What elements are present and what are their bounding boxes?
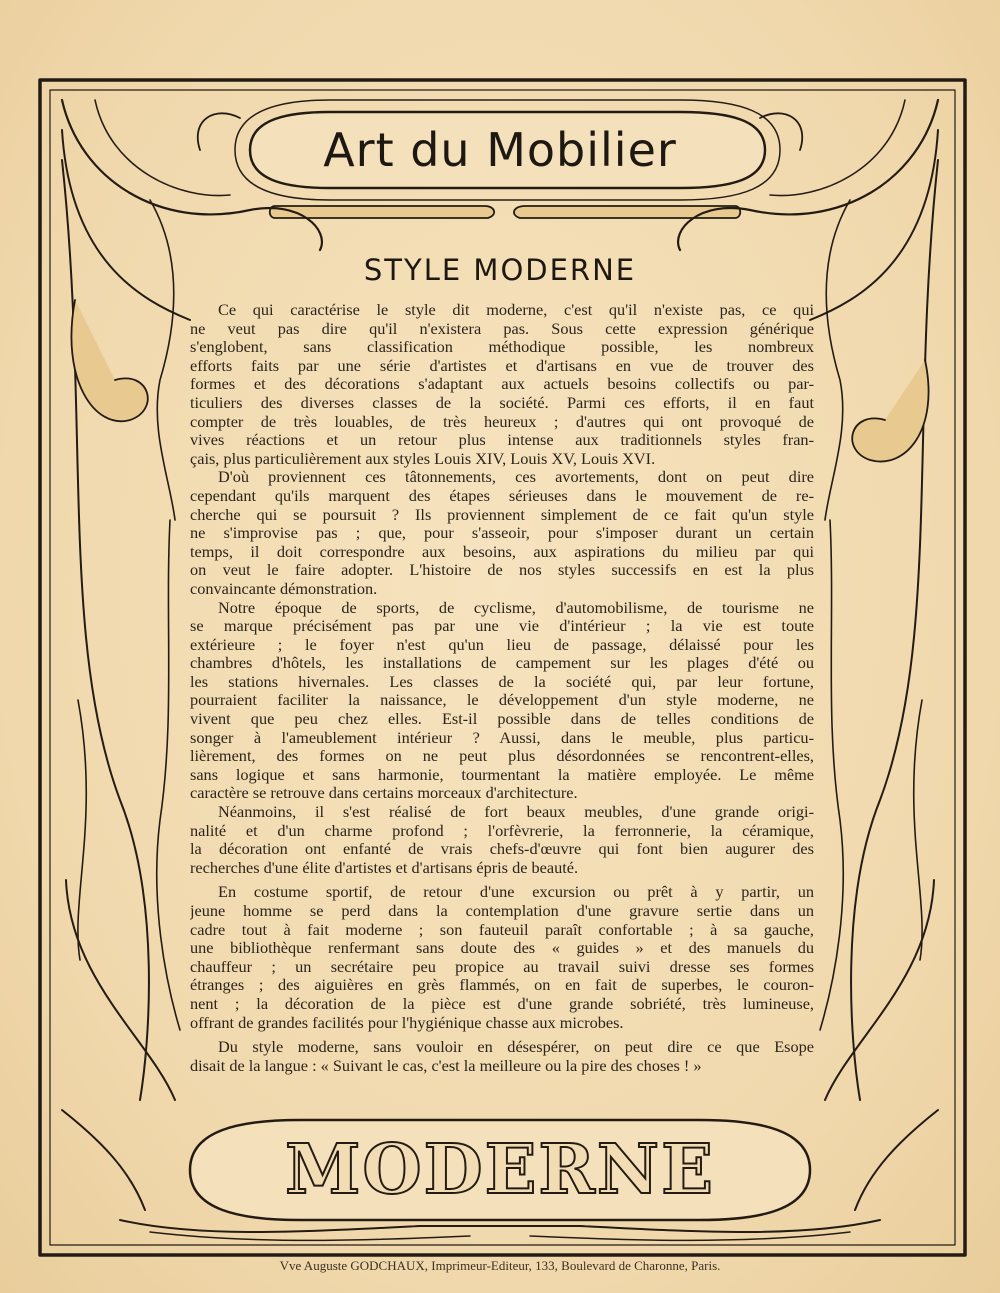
text-line: songer à l'ameublement intérieur ? Aussi, dans le meuble, plus particu- — [190, 728, 814, 747]
text-line: nent ; la décoration de la pièce est d'une grande sobriété, très lumineuse, — [190, 994, 814, 1013]
paragraph-2 — [190, 468, 814, 598]
text-line: sans logique et sans harmonie, tourmentant la matière employée. Le même — [190, 765, 814, 784]
paragraph-5 — [190, 883, 814, 1032]
text-line: efforts faits par une série d'artistes et d'artisans en vue de trouver des — [190, 356, 814, 375]
text-line: les stations hivernales. Les classes de la société qui, par leur fortune, — [190, 672, 814, 691]
text-line: Du style moderne, sans vouloir en désespérer, on peut dire ce que Esope — [218, 1038, 814, 1057]
text-line: ticuliers des diverses classes de la société. Parmi ces efforts, il en faut — [190, 393, 814, 412]
text-line: recherches d'une élite d'artistes et d'artisans épris de beauté. — [190, 858, 579, 877]
text-line: formes et des décorations s'adaptant aux actuels besoins collectifs ou par- — [190, 375, 814, 394]
text-line: pourraient faciliter la naissance, le développement d'un style moderne, ne — [190, 691, 814, 710]
text-line: disait de la langue : « Suivant le cas, c'est la meilleure ou la pire des choses ! » — [190, 1056, 702, 1075]
text-line: s'englobent, sans classification méthodique possible, les nombreux — [190, 338, 814, 357]
text-line: cependant qu'ils marquent des étapes sérieuses dans le mouvement de re- — [190, 486, 814, 505]
footer-title: MODERNE — [285, 1130, 715, 1210]
text-line: cadre tout à fait moderne ; son fauteuil paraît confortable ; à sa gauche, — [190, 920, 814, 939]
text-line: temps, il doit correspondre aux besoins, aux aspirations du milieu par qui — [190, 542, 814, 561]
text-line: nalité et d'un charme profond ; l'orfèvrerie, la ferronnerie, la céramique, — [190, 821, 814, 840]
text-line: lièrement, des formes on ne peut plus désordonnées se rencontrent-elles, — [190, 747, 814, 766]
paragraph-4 — [190, 803, 814, 877]
text-line: on veut le faire adopter. L'histoire de nos styles successifs en est la plus — [190, 561, 814, 580]
section-heading: STYLE MODERNE — [363, 253, 637, 287]
text-line: ne s'improvise pas ; que, pour s'asseoir, pour s'imposer durant un certain — [190, 524, 814, 543]
text-line: D'où proviennent ces tâtonnements, ces avortements, dont on peut dire — [218, 468, 814, 487]
text-line: çais, plus particulièrement aux styles Louis XIV, Louis XV, Louis XVI. — [190, 449, 656, 468]
text-line: compter de très louables, de très heureux ; d'autres qui ont provoqué de — [190, 412, 814, 431]
text-line: chambres d'hôtels, les installations de campement sur les plages d'été ou — [190, 654, 814, 673]
page-title: Art du Mobilier — [323, 123, 677, 177]
text-line: caractère se retrouve dans certains morceaux d'architecture. — [190, 784, 578, 803]
text-line: extérieure ; le foyer n'est qu'un lieu de passage, délaissé pour les — [190, 635, 814, 654]
text-line: En costume sportif, de retour d'une excursion ou prêt à y partir, un — [218, 883, 814, 902]
article-body — [190, 301, 814, 1075]
text-line: Ce qui caractérise le style dit moderne, c'est qu'il n'existe pas, ce qui — [218, 301, 814, 319]
text-line: convaincante démonstration. — [190, 579, 378, 598]
imprint-line: Vve Auguste GODCHAUX, Imprimeur-Editeur, 133, Boulevard de Charonne, Paris. — [279, 1258, 721, 1273]
text-line: étranges ; des aiguières en grès flammés, on en fait de superbes, le couron- — [190, 976, 814, 995]
text-line: cherche qui se poursuit ? Ils proviennent simplement de ce fait qu'un style — [190, 505, 814, 524]
text-line: se marque précisément pas par une vie d'intérieur ; la vie est toute — [190, 617, 814, 636]
text-line: la décoration ont enfanté de vrais chefs-d'œuvre qui font bien augurer des — [190, 840, 814, 859]
text-line: Notre époque de sports, de cyclisme, d'automobilisme, de tourisme ne — [218, 598, 814, 617]
text-line: offrant de grandes facilités pour l'hygiénique chasse aux microbes. — [190, 1013, 624, 1032]
text-line: vivent que peu chez elles. Est-il possible dans de telles conditions de — [190, 710, 814, 729]
text-line: ne veut pas dire qu'il n'existera pas. Sous cette expression générique — [190, 319, 814, 338]
paragraph-6 — [190, 1038, 814, 1075]
paragraph-3 — [190, 599, 814, 804]
paragraph-1 — [190, 301, 814, 468]
text-line: Néanmoins, il s'est réalisé de fort beaux meubles, d'une grande origi- — [218, 803, 814, 822]
text-line: vives réactions et un retour plus intense aux traditionnels styles fran- — [190, 431, 814, 450]
text-line: une bibliothèque renfermant sans doute des « guides » et des manuels du — [190, 939, 814, 958]
text-line: jeune homme se perd dans la contemplation d'une gravure sertie dans un — [190, 902, 814, 920]
text-line: chauffeur ; un secrétaire peu propice au travail suivi dresse ses formes — [190, 957, 814, 976]
